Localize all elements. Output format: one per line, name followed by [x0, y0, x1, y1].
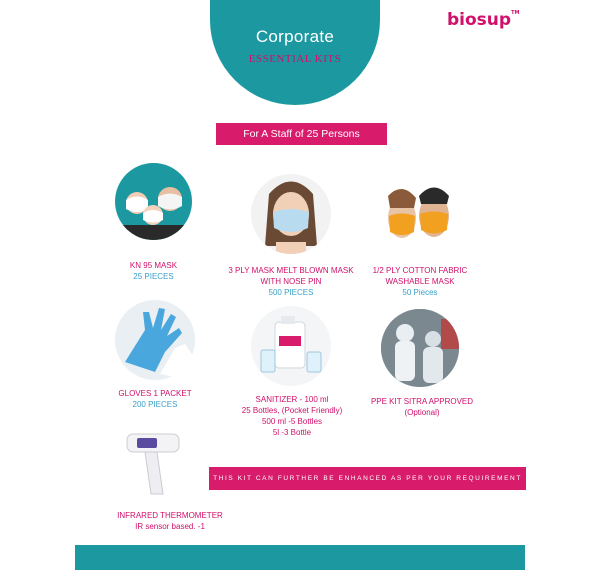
item-name: 1/2 PLY COTTON FABRIC — [372, 266, 468, 275]
logo-tm: TM — [511, 10, 520, 16]
item-qty-line3: 5l -3 Bottle — [272, 428, 312, 437]
gloves-photo-icon — [115, 300, 195, 380]
header-title: Corporate — [255, 27, 335, 46]
item-qty: 50 Pieces — [402, 288, 438, 297]
item-qty: IR sensor based. -1 — [135, 522, 205, 531]
item-name: KN 95 MASK — [129, 261, 178, 270]
item-qty: (Optional) — [404, 408, 440, 417]
kit-flyer — [75, 0, 525, 570]
woman-surgical-mask-photo-icon — [251, 174, 331, 254]
kit-item-3ply — [211, 265, 371, 298]
item-qty: 200 PIECES — [132, 400, 178, 409]
kit-item-gloves — [100, 388, 210, 410]
item-name: PPE KIT SITRA APPROVED — [370, 397, 474, 406]
kit-item-kn95 — [95, 260, 212, 282]
item-name: GLOVES 1 PACKET — [118, 389, 192, 398]
item-name: 3 PLY MASK MELT BLOWN MASK — [228, 266, 354, 275]
item-name: INFRARED THERMOMETER — [117, 511, 223, 520]
item-qty: 500 PIECES — [268, 288, 314, 297]
enhancement-note: THIS KIT CAN FURTHER BE ENHANCED AS PER YOUR REQUIREMENT — [209, 467, 526, 490]
sanitizer-photo-icon — [251, 306, 331, 386]
thermometer-photo-icon — [117, 424, 192, 499]
kit-item-thermometer — [105, 510, 235, 532]
item-name-line2: WASHABLE MASK — [385, 277, 455, 286]
footer-bar — [75, 545, 525, 570]
cotton-masks-photo-icon — [380, 176, 458, 254]
header-subtitle: ESSENTIAL KITS — [248, 53, 342, 65]
item-qty: 25 PIECES — [133, 272, 174, 281]
kit-item-cotton — [355, 265, 485, 298]
family-masks-photo-icon — [115, 163, 192, 240]
item-qty-line2: 500 ml -5 Bottles — [261, 417, 323, 426]
logo-text: biosup — [447, 10, 512, 30]
ppe-kit-photo-icon — [381, 309, 459, 387]
brand-logo — [447, 10, 519, 30]
item-name: SANITIZER - 100 ml — [255, 395, 329, 404]
staff-banner: For A Staff of 25 Persons — [216, 123, 387, 145]
item-qty-line1: 25 Bottles, (Pocket Friendly) — [241, 406, 343, 415]
kit-item-ppe — [367, 396, 477, 418]
item-name-line2: WITH NOSE PIN — [260, 277, 322, 286]
kit-item-sanitizer — [219, 394, 365, 438]
